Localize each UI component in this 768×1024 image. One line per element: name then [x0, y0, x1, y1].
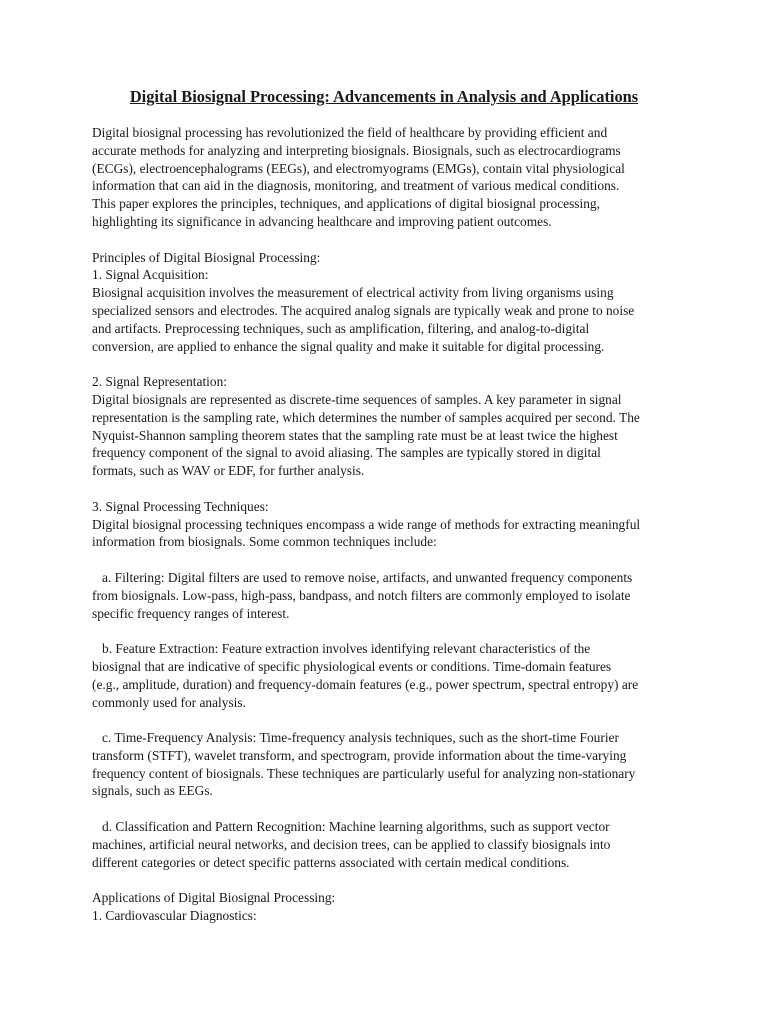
technique-item-time-frequency-text: c. Time-Frequency Analysis: Time-frequency analysis techniques, such as the short-time Fourier transform (STFT), wavelet transform, and spectrogram, provide information about the time-varying frequency content of biosignals. These techniques are particularly useful for analyzing non-stationary signals, such as EEGs.	[92, 730, 636, 799]
section-1-heading: 1. Signal Acquisition:	[92, 267, 209, 283]
spacer	[92, 711, 676, 729]
spacer	[92, 871, 676, 889]
document-title: Digital Biosignal Processing: Advancements in Analysis and Applications	[129, 87, 639, 106]
technique-item-filtering	[92, 569, 676, 622]
document-page	[92, 86, 676, 925]
technique-item-filtering-text: a. Filtering: Digital filters are used to remove noise, artifacts, and unwanted frequency components from biosignals. Low-pass, high-pass, bandpass, and notch filters are commonly employed to isolate specific frequency ranges of interest.	[92, 569, 633, 621]
spacer	[92, 231, 676, 249]
principles-heading: Principles of Digital Biosignal Processing:	[92, 249, 321, 265]
section-3-heading: 3. Signal Processing Techniques:	[92, 498, 269, 514]
technique-item-feature-extraction	[92, 640, 676, 711]
spacer	[92, 622, 676, 640]
technique-item-feature-extraction-text: b. Feature Extraction: Feature extraction involves identifying relevant characteristics of the biosignal that are indicative of specific physiological events or conditions. Time-domain features (e.g., amplitude, duration) and frequency-domain features (e.g., power spectrum, spectral entropy) are commonly used for analysis.	[92, 641, 639, 710]
spacer	[92, 551, 676, 569]
technique-item-classification	[92, 818, 676, 871]
technique-item-time-frequency	[92, 729, 676, 800]
section-3-body: Digital biosignal processing techniques encompass a wide range of methods for extracting meaningful information from biosignals. Some common techniques include:	[92, 516, 641, 550]
section-1-body: Biosignal acquisition involves the measurement of electrical activity from living organisms using specialized sensors and electrodes. The acquired analog signals are typically weak and prone to noise and artifacts. Preprocessing techniques, such as amplification, filtering, and analog-to-digital conversion, are applied to enhance the signal quality and make it suitable for digital processing.	[92, 285, 635, 354]
spacer	[92, 800, 676, 818]
spacer	[92, 480, 676, 498]
intro-paragraph: Digital biosignal processing has revolutionized the field of healthcare by providing efficient and accurate methods for analyzing and interpreting biosignals. Biosignals, such as electrocardiograms (ECGs), electroencephalograms (EEGs), and electromyograms (EMGs), contain vital physiological information that can aid in the diagnosis, monitoring, and treatment of various medical conditions. This paper explores the principles, techniques, and applications of digital biosignal processing, highlighting its significance in advancing healthcare and improving patient outcomes.	[92, 125, 625, 229]
spacer	[92, 355, 676, 373]
application-1-heading: 1. Cardiovascular Diagnostics:	[92, 908, 257, 924]
technique-item-classification-text: d. Classification and Pattern Recognition: Machine learning algorithms, such as support vector machines, artificial neural networks, and decision trees, can be applied to classify biosignals into different categories or detect specific patterns associated with certain medical conditions.	[92, 819, 611, 870]
applications-heading: Applications of Digital Biosignal Processing:	[92, 890, 336, 906]
section-2-heading: 2. Signal Representation:	[92, 374, 227, 390]
section-2-body: Digital biosignals are represented as discrete-time sequences of samples. A key parameter in signal representation is the sampling rate, which determines the number of samples acquired per second. The Nyquist-Shannon sampling theorem states that the sampling rate must be at least twice the highest frequency component of the signal to avoid aliasing. The samples are typically stored in digital formats, such as WAV or EDF, for further analysis.	[92, 391, 640, 479]
